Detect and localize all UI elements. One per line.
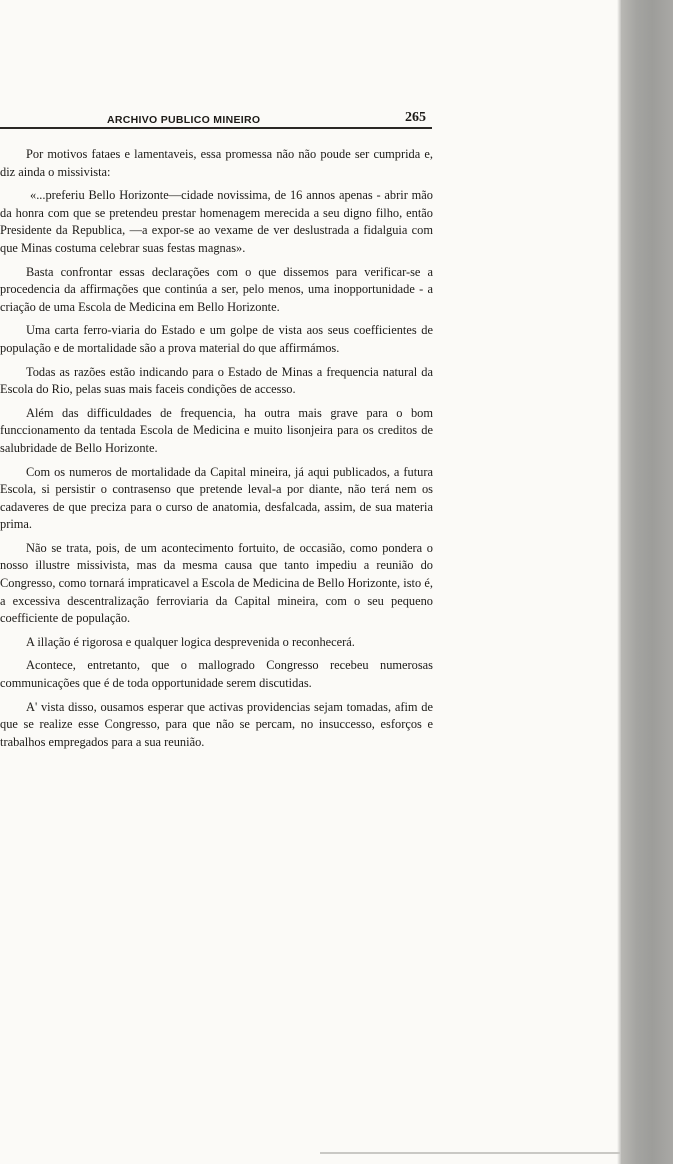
paragraph-11: A' vista disso, ousamos esperar que activas providencias sejam tomadas, afim de que se realize esse Congresso, para que não se percam, no insuccesso, esforços e trabalhos empregados para a sua reunião.: [0, 699, 433, 749]
bottom-rule: [320, 1152, 620, 1154]
running-title: ARCHIVO PUBLICO MINEIRO: [107, 114, 261, 126]
paragraph-4: Uma carta ferro-viaria do Estado e um golpe de vista aos seus coefficientes de população e de mortalidade são a prova material do que affirmámos.: [0, 323, 433, 355]
page-body: [0, 146, 433, 757]
paragraph-2-quote: «...preferiu Bello Horizonte—cidade novissima, de 16 annos apenas - abrir mão da honra com que se pretendeu prestar homenagem merecida a seu digno filho, então Presidente da Republica, —a expor-se ao vexame de ver deslustrada a fidalguia com que Minas costuma celebrar suas festas magnas».: [0, 188, 433, 255]
paragraph-8: Não se trata, pois, de um acontecimento fortuito, de occasião, como pondera o nosso illustre missivista, mas da mesma causa que tanto impediu a reunião do Congresso, como tornará impraticavel a Escola de Medicina de Bello Horizonte, isto é, a excessiva descentralização ferroviaria da Capital mineira, com o seu pequeno coefficiente de população.: [0, 540, 433, 626]
paragraph-5: Todas as razões estão indicando para o Estado de Minas a frequencia natural da Escola do Rio, pelas suas mais faceis condições de accesso.: [0, 364, 433, 397]
paragraph-6: Além das difficuldades de frequencia, ha outra mais grave para o bom funccionamento da tentada Escola de Medicina e muito lisonjeira para os creditos de salubridade de Bello Horizonte.: [0, 405, 433, 455]
paragraph-10: Acontece, entretanto, que o mallogrado Congresso recebeu numerosas communicações que é de toda opportunidade serem discutidas.: [0, 658, 433, 691]
paragraph-7: Com os numeros de mortalidade da Capital mineira, já aqui publicados, a futura Escola, si persistir o contrasenso que pretende leval-a por diante, não terá nem os cadaveres de que preciza para o curso de anatomia, desfalcada, assim, de sua materia prima.: [0, 464, 433, 532]
header-rule: [0, 127, 432, 129]
page-number: 265: [405, 110, 426, 125]
spine-shadow: [617, 0, 621, 1164]
paragraph-3: Basta confrontar essas declarações com o que dissemos para verificar-se a procedencia da affirmações que continúa a ser, pelo menos, uma inopportunidade - a criação de uma Escola de Medicina em Bello Horizonte.: [0, 264, 433, 314]
paragraph-1: Por motivos fataes e lamentaveis, essa promessa não não poude ser cumprida e, diz ainda o missivista:: [0, 147, 433, 179]
paragraph-9: A illação é rigorosa e qualquer logica desprevenida o reconhecerá.: [26, 634, 355, 649]
book-spine-edge: [621, 0, 673, 1164]
